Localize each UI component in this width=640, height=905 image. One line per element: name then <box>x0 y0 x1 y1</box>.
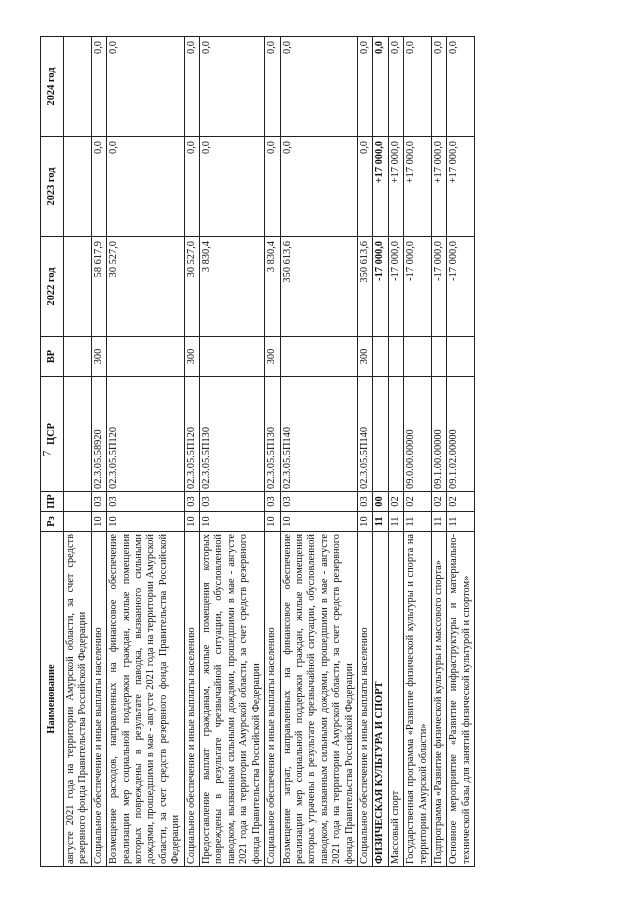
cell-csr <box>373 377 388 492</box>
cell-vr: 300 <box>91 337 106 377</box>
cell-rz: 11 <box>373 512 388 532</box>
cell-y2023: 0,0 <box>200 137 265 237</box>
cell-y2022 <box>64 237 92 337</box>
cell-name: Массовый спорт <box>388 532 403 867</box>
table-row <box>447 37 475 867</box>
cell-y2022: 3 830,4 <box>200 237 265 337</box>
cell-y2023: +17 000,0 <box>431 137 446 237</box>
cell-rz: 10 <box>357 512 372 532</box>
cell-y2022: 350 613,6 <box>280 237 357 337</box>
cell-csr: 02.3.05.5П130 <box>265 377 280 492</box>
col-header-2024: 2024 год <box>41 37 64 137</box>
col-header-csr: ЦСР <box>41 377 64 492</box>
cell-name: ФИЗИЧЕСКАЯ КУЛЬТУРА И СПОРТ <box>373 532 388 867</box>
cell-csr: 02.3.05.5П140 <box>357 377 372 492</box>
budget-table <box>40 36 475 867</box>
col-header-2022: 2022 год <box>41 237 64 337</box>
cell-vr <box>64 337 92 377</box>
cell-y2023: +17 000,0 <box>404 137 432 237</box>
cell-y2024: 0,0 <box>404 37 432 137</box>
cell-y2024: 0,0 <box>388 37 403 137</box>
cell-vr <box>373 337 388 377</box>
cell-y2022: -17 000,0 <box>447 237 475 337</box>
cell-vr <box>107 337 184 377</box>
table-row <box>404 37 432 867</box>
cell-csr: 09.0.00.00000 <box>404 377 432 492</box>
cell-vr: 300 <box>184 337 199 377</box>
cell-name: Подпрограмма «Развитие физической культуры и массового спорта» <box>431 532 446 867</box>
cell-csr <box>64 377 92 492</box>
cell-name: Возмещение затрат, направленных на финансовое обеспечение реализации мер социальной поддержки граждан, жилые помещения которых утрачены в результате чрезвычайной ситуации, обусловленной паводком, вызванным сильными дождями, прошедшими в мае - августе 2021 года на территории Амурской области, за счет средств резервного фонда Правительства Российской Федерации <box>280 532 357 867</box>
cell-y2023: +17 000,0 <box>447 137 475 237</box>
cell-y2022: 30 527,0 <box>107 237 184 337</box>
cell-pr: 03 <box>280 492 357 512</box>
cell-rz: 11 <box>404 512 432 532</box>
cell-pr: 02 <box>431 492 446 512</box>
cell-pr: 03 <box>184 492 199 512</box>
cell-y2023: 0,0 <box>91 137 106 237</box>
cell-vr <box>431 337 446 377</box>
cell-vr <box>447 337 475 377</box>
table-row <box>373 37 388 867</box>
cell-pr: 02 <box>447 492 475 512</box>
cell-csr: 02.3.05.5П130 <box>200 377 265 492</box>
cell-y2024: 0,0 <box>184 37 199 137</box>
cell-y2024: 0,0 <box>91 37 106 137</box>
cell-y2022: -17 000,0 <box>431 237 446 337</box>
cell-csr: 02.3.05.5П140 <box>280 377 357 492</box>
cell-pr: 00 <box>373 492 388 512</box>
cell-y2022: 58 617,9 <box>91 237 106 337</box>
cell-y2022: 3 830,4 <box>265 237 280 337</box>
cell-pr: 03 <box>357 492 372 512</box>
cell-csr: 02.3.05.5П120 <box>184 377 199 492</box>
cell-vr: 300 <box>265 337 280 377</box>
cell-csr: 02.3.05.5П120 <box>107 377 184 492</box>
cell-name: августе 2021 года на территории Амурской области, за счет средств резервного фонда Правительства Российской Федерации <box>64 532 92 867</box>
cell-vr: 300 <box>357 337 372 377</box>
cell-csr <box>388 377 403 492</box>
cell-y2024 <box>64 37 92 137</box>
cell-vr <box>388 337 403 377</box>
cell-y2022: -17 000,0 <box>404 237 432 337</box>
cell-y2023: +17 000,0 <box>373 137 388 237</box>
cell-rz: 10 <box>265 512 280 532</box>
cell-vr <box>200 337 265 377</box>
cell-csr: 09.1.02.00000 <box>447 377 475 492</box>
cell-name: Социальное обеспечение и иные выплаты населению <box>184 532 199 867</box>
cell-pr <box>64 492 92 512</box>
cell-y2024: 0,0 <box>265 37 280 137</box>
cell-y2024: 0,0 <box>447 37 475 137</box>
cell-rz: 10 <box>184 512 199 532</box>
page-number: 7 <box>39 450 54 457</box>
cell-name: Социальное обеспечение и иные выплаты населению <box>91 532 106 867</box>
table-row <box>388 37 403 867</box>
cell-y2022: 350 613,6 <box>357 237 372 337</box>
cell-y2022: -17 000,0 <box>388 237 403 337</box>
cell-y2024: 0,0 <box>200 37 265 137</box>
col-header-pr: ПР <box>41 492 64 512</box>
rotated-page <box>40 37 600 867</box>
cell-y2023: 0,0 <box>184 137 199 237</box>
cell-name: Основное мероприятие «Развитие инфраструктуры и материально-технической базы для занятий физической культурой и спортом» <box>447 532 475 867</box>
cell-y2024: 0,0 <box>373 37 388 137</box>
cell-vr <box>404 337 432 377</box>
cell-name: Возмещение расходов, направленных на финансовое обеспечение реализации мер социальной поддержки граждан, жилые помещения которых повреждены в результате паводка, вызванного сильными дождями, прошедшими в мае - августе 2021 года на территории Амурской области, за счет средств резервного фонда Правительства Российской Федерации <box>107 532 184 867</box>
cell-y2024: 0,0 <box>107 37 184 137</box>
table-row <box>184 37 199 867</box>
table-row <box>431 37 446 867</box>
cell-rz: 10 <box>280 512 357 532</box>
cell-y2024: 0,0 <box>280 37 357 137</box>
cell-y2023: +17 000,0 <box>388 137 403 237</box>
cell-csr: 09.1.00.00000 <box>431 377 446 492</box>
cell-y2022: -17 000,0 <box>373 237 388 337</box>
table-row <box>64 37 92 867</box>
table-header-row <box>41 37 64 867</box>
cell-pr: 02 <box>404 492 432 512</box>
table-row <box>280 37 357 867</box>
cell-y2023: 0,0 <box>265 137 280 237</box>
cell-name: Социальное обеспечение и иные выплаты населению <box>265 532 280 867</box>
cell-pr: 03 <box>265 492 280 512</box>
cell-y2024: 0,0 <box>357 37 372 137</box>
cell-vr <box>280 337 357 377</box>
table-row <box>200 37 265 867</box>
cell-rz: 10 <box>107 512 184 532</box>
cell-rz: 11 <box>447 512 475 532</box>
cell-pr: 02 <box>388 492 403 512</box>
cell-y2024: 0,0 <box>431 37 446 137</box>
table-row <box>357 37 372 867</box>
cell-rz: 10 <box>200 512 265 532</box>
cell-csr: 02.3.05.58920 <box>91 377 106 492</box>
cell-pr: 03 <box>107 492 184 512</box>
cell-y2023: 0,0 <box>280 137 357 237</box>
cell-pr: 03 <box>200 492 265 512</box>
cell-y2022: 30 527,0 <box>184 237 199 337</box>
cell-name: Предоставление выплат гражданам, жилые помещения которых повреждены в результате чрезвычайной ситуации, обусловленной паводком, вызванным сильными дождями, прошедшими в мае - августе 2021 года на территории Амурской области, за счет средств резервного фонда Правительства Российской Федерации <box>200 532 265 867</box>
cell-y2023: 0,0 <box>357 137 372 237</box>
table-row <box>265 37 280 867</box>
cell-name: Государственная программа «Развитие физической культуры и спорта на территории Амурской области» <box>404 532 432 867</box>
table-row <box>107 37 184 867</box>
cell-name: Социальное обеспечение и иные выплаты населению <box>357 532 372 867</box>
cell-rz: 11 <box>431 512 446 532</box>
col-header-vr: ВР <box>41 337 64 377</box>
cell-rz <box>64 512 92 532</box>
cell-rz: 10 <box>91 512 106 532</box>
cell-y2023 <box>64 137 92 237</box>
col-header-2023: 2023 год <box>41 137 64 237</box>
col-header-name: Наименование <box>41 532 64 867</box>
cell-y2023: 0,0 <box>107 137 184 237</box>
cell-rz: 11 <box>388 512 403 532</box>
cell-pr: 03 <box>91 492 106 512</box>
table-row <box>91 37 106 867</box>
col-header-rz: Рз <box>41 512 64 532</box>
